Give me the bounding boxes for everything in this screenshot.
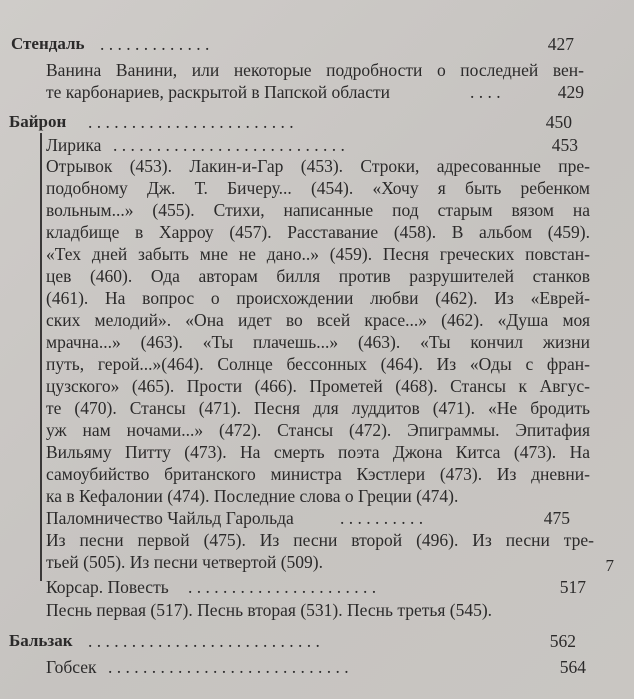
leader-dots: . . . . . . . . . . . . . . . . . . . . . . . . . . .	[113, 135, 345, 155]
margin-bar	[40, 133, 42, 581]
stray-mark: 7	[605, 556, 614, 575]
toc-line: цузского» (465). Прости (466). Прометей (468). Стансы к Авгус-	[46, 376, 590, 396]
section-title: Корсар. Повесть	[46, 577, 169, 597]
toc-line: ских мелодий». «Она идет во всей красе...» (462). «Душа моя	[46, 310, 590, 330]
page-number: 475	[543, 508, 570, 528]
toc-line: «Тех дней забыть мне не дано..» (459). Песня греческих повстан-	[46, 244, 590, 264]
leader-dots: . . . . . . . . . . . . . . . . . . . . . .	[188, 577, 377, 597]
toc-line: Песнь первая (517). Песнь вторая (531). Песнь третья (545).	[46, 600, 493, 620]
section-title: Паломничество Чайльд Гарольда	[46, 508, 294, 528]
toc-line: уж нам ночами...» (472). Стансы (472). Эпиграммы. Эпитафия	[46, 420, 590, 440]
leader-dots: . . . . . . . . . .	[340, 508, 424, 528]
toc-line: вольным...» (455). Стихи, написанные под старым вязом на	[46, 200, 590, 220]
toc-line: тьей (505). Из песни четвертой (509).	[46, 552, 324, 572]
leader-dots: . . . . . . . . . . . . . . . . . . . . . . . .	[88, 112, 294, 132]
page-number: 517	[559, 577, 586, 597]
author-heading: Байрон	[9, 112, 67, 131]
toc-line: те карбонариев, раскрытой в Папской области	[46, 82, 390, 102]
section-title: Гобсек	[46, 657, 97, 677]
author-heading: Бальзак	[9, 631, 73, 650]
page-number: 429	[557, 82, 584, 102]
leader-dots: . . . . . . . . . . . . . . . . . . . . . . . . . . . .	[108, 657, 349, 677]
leader-dots: . . . . . . . . . . . . .	[100, 34, 210, 54]
toc-line: Отрывок (453). Лакин-и-Гар (453). Строки, адресованные пре-	[46, 156, 590, 176]
leader-dots: . . . .	[470, 82, 501, 102]
toc-line: те (470). Стансы (471). Песня для луддитов (471). «Не бродить	[46, 398, 590, 418]
toc-line: (461). На вопрос о происхождении любви (462). Из «Еврей-	[46, 288, 590, 308]
toc-line: Вильяму Питту (473). На смерть поэта Джона Китса (473). На	[46, 442, 590, 462]
toc-line: кладбище в Харроу (457). Расставание (458). В альбом (459).	[46, 222, 590, 242]
toc-line: путь, герой...»(464). Солнце бессонных (464). Из «Оды с фран-	[46, 354, 590, 374]
toc-line: мрачна...» (463). «Ты плачешь...» (463). «Ты кончил жизни	[46, 332, 590, 352]
page-number: 450	[545, 112, 572, 132]
author-heading: Стендаль	[11, 34, 85, 53]
section-title: Лирика	[46, 135, 102, 155]
toc-line: Ванина Ванини, или некоторые подробности о последней вен-	[46, 60, 584, 80]
page-number: 562	[549, 631, 576, 651]
page-number: 564	[559, 657, 586, 677]
toc-line: самоубийство британского министра Кэстлери (473). Из дневни-	[46, 464, 590, 484]
toc-line: подобному Дж. Т. Бичеру... (454). «Хочу я быть ребенком	[46, 178, 590, 198]
leader-dots: . . . . . . . . . . . . . . . . . . . . . . . . . . .	[88, 631, 320, 651]
page-number: 427	[547, 34, 574, 54]
toc-line: цев (460). Ода авторам билля против разрушителей станков	[46, 266, 590, 286]
toc-line: ка в Кефалонии (474). Последние слова о Греции (474).	[46, 486, 459, 506]
page-number: 453	[551, 135, 578, 155]
toc-line: Из песни первой (475). Из песни второй (496). Из песни тре-	[46, 530, 594, 550]
